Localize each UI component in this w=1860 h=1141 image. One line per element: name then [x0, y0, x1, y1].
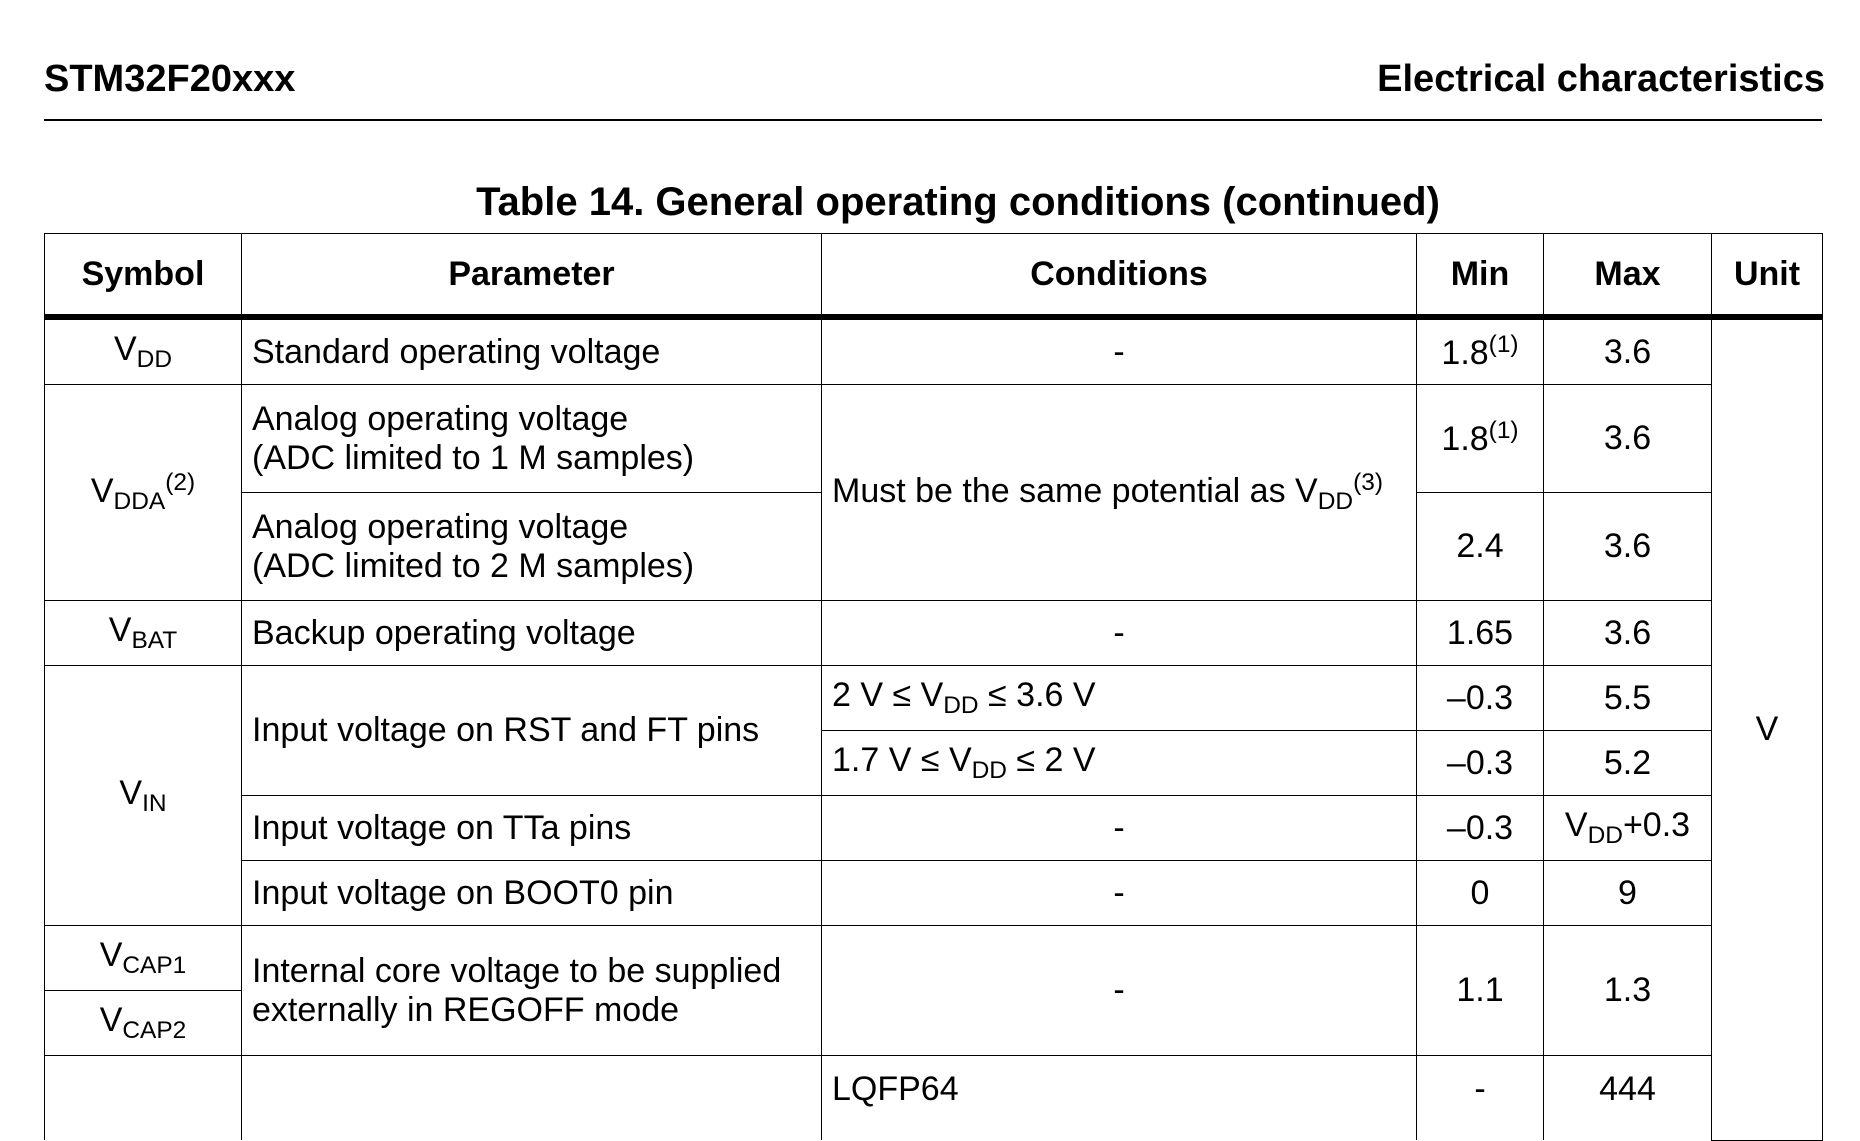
parameter-cell: Internal core voltage to be supplied externally in REGOFF mode — [242, 926, 822, 1056]
col-unit: Unit — [1712, 234, 1823, 318]
parameter-cell: Input voltage on RST and FT pins — [242, 666, 822, 796]
table-row — [45, 385, 1823, 493]
parameter-cell — [242, 1056, 822, 1141]
max-cell: 5.2 — [1544, 731, 1712, 796]
max-cell: 444 — [1544, 1056, 1712, 1141]
col-parameter: Parameter — [242, 234, 822, 318]
max-cell: 3.6 — [1544, 317, 1712, 385]
symbol-cell: $V_{CAP1}$ — [45, 926, 242, 991]
min-cell: - — [1417, 1056, 1544, 1141]
table-row — [45, 666, 1823, 731]
conditions-cell: 1.7 $V \le V_{DD} \le 2$ V — [822, 731, 1417, 796]
max-cell: 3.6 — [1544, 601, 1712, 666]
parameter-cell: Backup operating voltage — [242, 601, 822, 666]
min-cell: –0.3 — [1417, 731, 1544, 796]
conditions-cell: LQFP64 — [822, 1056, 1417, 1141]
document-header-product: STM32F20xxx — [44, 58, 296, 100]
table-row — [45, 926, 1823, 991]
document-header-section: Electrical characteristics — [1377, 58, 1825, 100]
table-caption: Table 14. General operating conditions (continued) — [476, 180, 1440, 224]
unit-cell: V — [1712, 317, 1823, 1140]
symbol-cell: $V_{BAT}$ — [45, 601, 242, 666]
col-min: Min — [1417, 234, 1544, 318]
min-cell: –0.3 — [1417, 666, 1544, 731]
table-row — [45, 861, 1823, 926]
conditions-cell: - — [822, 796, 1417, 861]
max-cell: 9 — [1544, 861, 1712, 926]
min-cell: 0 — [1417, 861, 1544, 926]
min-cell: 1.1 — [1417, 926, 1544, 1056]
max-cell: 3.6 — [1544, 493, 1712, 601]
min-cell: 2.4 — [1417, 493, 1544, 601]
table-row — [45, 1056, 1823, 1141]
max-cell: 5.5 — [1544, 666, 1712, 731]
parameter-cell: Input voltage on BOOT0 pin — [242, 861, 822, 926]
symbol-cell: $V_{CAP2}$ — [45, 991, 242, 1056]
parameter-cell: Input voltage on TTa pins — [242, 796, 822, 861]
conditions-cell: 2 $V \le V_{DD} \le 3.6$ V — [822, 666, 1417, 731]
symbol-cell — [45, 1056, 242, 1141]
col-max: Max — [1544, 234, 1712, 318]
header-rule — [44, 119, 1822, 121]
min-cell: 1.8$^{(1)}$ — [1417, 317, 1544, 385]
conditions-cell: - — [822, 601, 1417, 666]
conditions-cell: - — [822, 861, 1417, 926]
conditions-cell: - — [822, 926, 1417, 1056]
conditions-cell: Must be the same potential as $V_{DD}^{(3)}$ — [822, 385, 1417, 601]
parameter-cell: Analog operating voltage (ADC limited to 1 M samples) — [242, 385, 822, 493]
table-header-row — [45, 234, 1823, 318]
operating-conditions-table — [44, 233, 1823, 1141]
symbol-cell: $V_{DD}$ — [45, 317, 242, 385]
symbol-cell: $V_{DDA}^{(2)}$ — [45, 385, 242, 601]
col-conditions: Conditions — [822, 234, 1417, 318]
min-cell: –0.3 — [1417, 796, 1544, 861]
min-cell: 1.8$^{(1)}$ — [1417, 385, 1544, 493]
table-row — [45, 796, 1823, 861]
conditions-cell: - — [822, 317, 1417, 385]
symbol-cell: $V_{IN}$ — [45, 666, 242, 926]
table-row — [45, 317, 1823, 385]
parameter-cell: Analog operating voltage (ADC limited to 2 M samples) — [242, 493, 822, 601]
max-cell: 3.6 — [1544, 385, 1712, 493]
table-row — [45, 601, 1823, 666]
parameter-cell: Standard operating voltage — [242, 317, 822, 385]
max-cell: $V_{DD}+0.3$ — [1544, 796, 1712, 861]
col-symbol: Symbol — [45, 234, 242, 318]
min-cell: 1.65 — [1417, 601, 1544, 666]
max-cell: 1.3 — [1544, 926, 1712, 1056]
